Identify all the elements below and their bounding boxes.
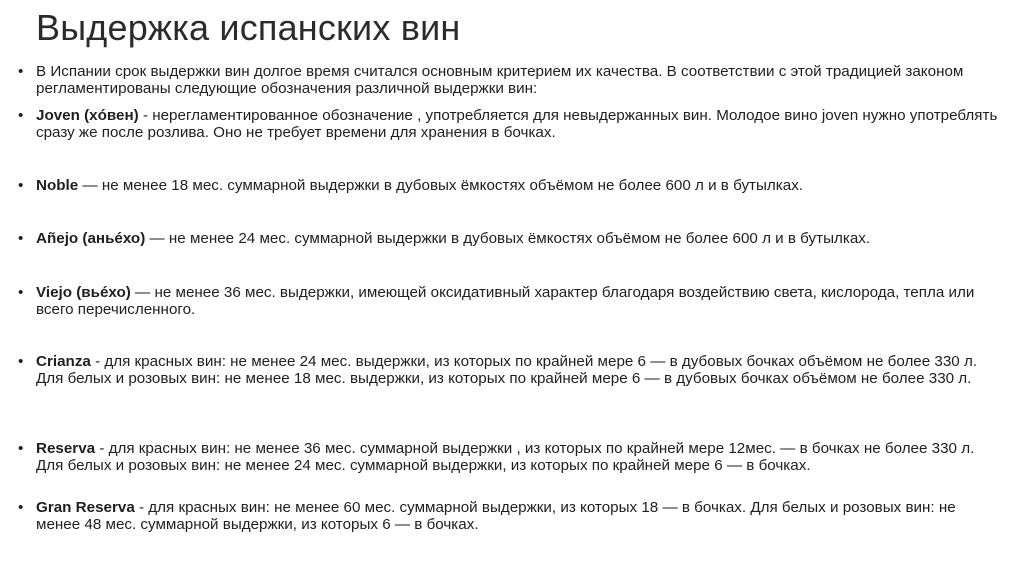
bullet-body [36,230,1003,247]
bullet-text: — не менее 18 мес. суммарной выдержки в дубовых ёмкостях объёмом не более 600 л и в бутылках. [78,177,804,194]
bullet-dot-icon: • [18,63,24,80]
bullet-term: Viejo (вьéхо) [36,284,131,301]
bullet-dot-icon: • [18,230,24,247]
bullet-item-reserva [18,440,1003,474]
bullet-item-anejo [18,230,1003,247]
bullet-body [36,284,1003,318]
bullet-text: В Испании срок выдержки вин долгое время считался основным критерием их качества. В соответствии с этой традицией законом регламентированы следующие обозначения различной выдержки вин: [36,63,964,97]
bullet-body [36,177,1003,194]
bullet-item-intro [18,63,1003,97]
bullet-dot-icon: • [18,353,24,370]
bullet-item-gran-reserva [18,499,1003,533]
bullet-item-joven [18,107,1003,141]
bullet-term: Joven (хóвен) [36,107,139,124]
bullet-item-viejo [18,284,1003,318]
bullet-term: Crianza [36,353,91,370]
bullet-body [36,499,1003,533]
bullet-text: - для красных вин: не менее 36 мес. суммарной выдержки , из которых по крайней мере 12мес. — в бочках не более 330 л. Для белых и розовых вин: не менее 24 мес. суммарной выдержки, из которых по крайней мере 6 — в бочках. [36,440,975,474]
bullet-dot-icon: • [18,177,24,194]
bullet-body [36,440,1003,474]
bullet-body [36,107,1003,141]
bullet-text: - нерегламентированное обозначение , употребляется для невыдержанных вин. Молодое вино joven нужно употреблять сразу же после розлива. Оно не требует времени для хранения в бочках. [36,107,998,141]
bullet-term: Reserva [36,440,96,457]
bullet-term: Añejo (аньéхо) [36,230,146,247]
bullet-text: - для красных вин: не менее 60 мес. суммарной выдержки, из которых 18 — в бочках. Для белых и розовых вин: не менее 48 мес. суммарной выдержки, из которых 6 — в бочках. [36,499,956,533]
bullet-text: — не менее 36 мес. выдержки, имеющей оксидативный характер благодаря воздействию света, кислорода, тепла или всего перечисленного. [36,284,975,318]
slide-title: Выдержка испанских вин [36,7,461,48]
bullet-term: Gran Reserva [36,499,135,516]
bullet-item-noble [18,177,1003,194]
bullet-term: Noble [36,177,79,194]
bullet-dot-icon: • [18,107,24,124]
bullet-text: — не менее 24 мес. суммарной выдержки в дубовых ёмкостях объёмом не более 600 л и в бутылках. [145,230,871,247]
bullet-body [36,353,1003,387]
bullet-dot-icon: • [18,499,24,516]
bullet-text: - для красных вин: не менее 24 мес. выдержки, из которых по крайней мере 6 — в дубовых бочках объёмом не более 330 л. Для белых и розовых вин: не менее 18 мес. выдержки, из которых по крайней мере 6 — в дубовых бочках объёмом не более 330 л. [36,353,978,387]
bullet-dot-icon: • [18,284,24,301]
bullet-item-crianza [18,353,1003,387]
bullet-dot-icon: • [18,440,24,457]
